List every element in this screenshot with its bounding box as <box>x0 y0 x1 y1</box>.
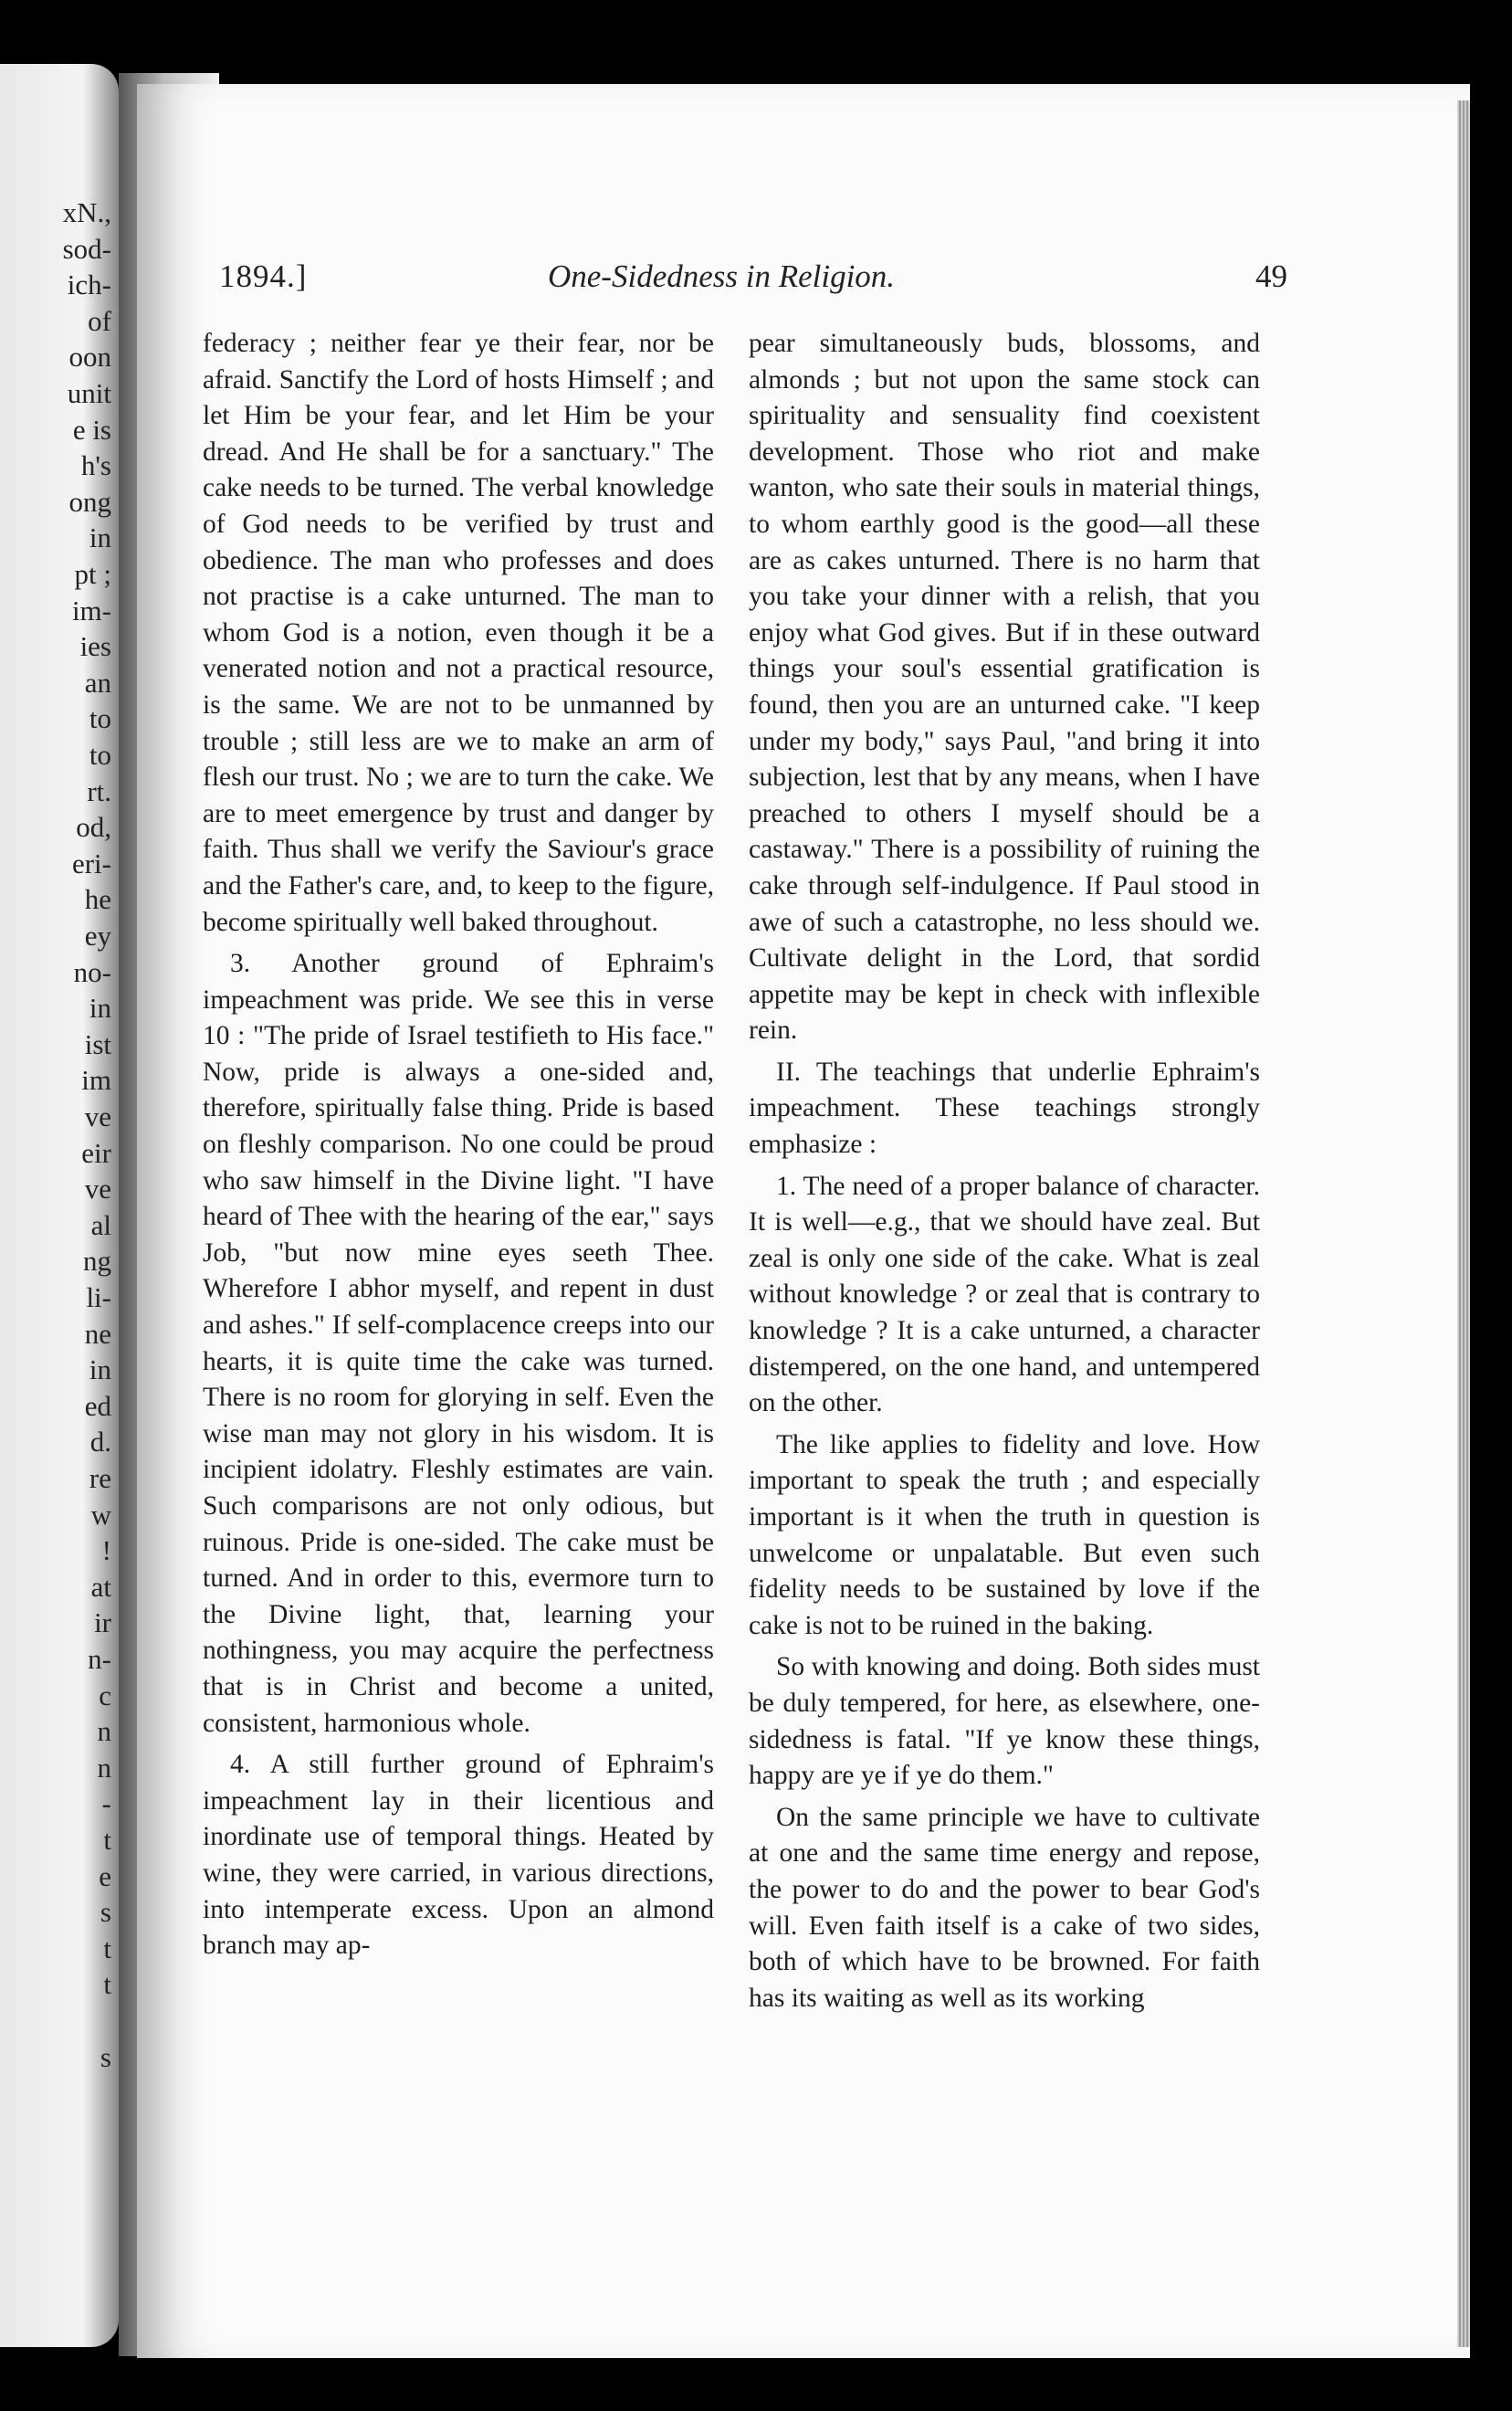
left-page-text-fragment: ir <box>94 1606 111 1639</box>
section-heading: II. The teachings that underlie Ephraim's impeachment. These teachings strongly emphasize : <box>749 1057 1260 1160</box>
left-page-text-fragment: he <box>84 883 111 916</box>
right-column <box>749 326 1260 2262</box>
left-page-text-fragment: eir <box>81 1136 111 1169</box>
paragraph: So with knowing and doing. Both sides must be duly tempered, for here, as elsewhere, one-sidedness is fatal. "If ye know these things, happy are ye if ye do them." <box>749 1652 1260 1791</box>
left-page-text-fragment: h's <box>80 449 111 482</box>
left-page-text-fragment: ve <box>84 1100 111 1132</box>
left-page-text-fragment: im- <box>71 594 111 626</box>
left-page-text-fragment: in <box>89 992 111 1025</box>
left-page-text-fragment: t <box>103 1968 111 2001</box>
left-page-text-fragment: li- <box>86 1281 111 1313</box>
paragraph: 3. Another ground of Ephraim's impeachment was pride. We see this in verse 10 : "The pride of Israel testifieth to His face." Now, pride is always a one-sided and, therefore, spiritually false thing. Pride is based on fleshly comparison. No one could be proud who saw himself in the Divine light. "I have heard of Thee with the hearing of the ear," says Job, "but now mine eyes seeth Thee. Wherefore I abhor myself, and repent in dust and ashes." If self-complacence creeps into our hearts, it is quite time the cake was turned. There is no room for glorying in self. Even the wise man may not glory in his wisdom. It is incipient idolatry. Fleshly estimates are vain. Such comparisons are not only odious, but ruinous. Pride is one-sided. The cake must be turned. And in order to this, evermore turn to the Divine light, that, learning your nothingness, you may acquire the perfectness that is in Christ and become a united, consistent, harmonious whole. <box>203 949 714 1738</box>
left-page-text-fragment: s <box>100 2040 111 2073</box>
left-page-text-fragment: ist <box>84 1027 111 1060</box>
left-page-text-fragment: re <box>89 1462 111 1494</box>
header-year: 1894.] <box>219 258 308 294</box>
left-page-text-fragment: ong <box>68 485 111 518</box>
left-page-text-fragment: sod- <box>62 232 111 265</box>
left-page-text-fragment: ed <box>84 1389 111 1422</box>
left-page-text-fragment: to <box>89 739 111 771</box>
left-page-text-fragment: c <box>99 1679 111 1711</box>
left-page-text-fragment: d. <box>89 1426 111 1458</box>
left-page-text-fragment: - <box>101 1787 111 1820</box>
paragraph: pear simultaneously buds, blossoms, and almonds ; but not upon the same stock can spirituality and sensuality find coexistent development. Those who riot and make wanton, who sate their souls in material things, to whom earthly good is the good—all these are as cakes unturned. There is no harm that you take your dinner with a relish, that you enjoy what God gives. But if in these outward things your soul's essential gratification is found, then you are an unturned cake. "I keep under my body," says Paul, "and bring it into subjection, lest that by any means, when I have preached to others I myself should be a castaway." There is a possibility of ruining the cake through self-indulgence. If Paul stood in awe of such a catastrophe, no less should we. Cultivate delight in the Lord, that sordid appetite may be kept in check with inflexible rein. <box>749 329 1260 1046</box>
left-page-text-fragment: od, <box>76 811 111 844</box>
left-page-text-fragment: e <box>99 1859 111 1892</box>
left-page-text-fragment: to <box>89 702 111 735</box>
paragraph: On the same principle we have to cultivate at one and the same time energy and repose, the power to do and the power to bear God's will. Even faith itself is a cake of two sides, both of which have to be browned. For faith has its waiting as well as its working <box>749 1802 1260 2013</box>
header-title: One-Sidedness in Religion. <box>548 258 896 294</box>
left-page-text-fragment: w <box>90 1498 111 1531</box>
left-page-text-fragment: eri- <box>71 847 111 879</box>
running-head <box>219 258 1287 304</box>
left-page-text-fragment: t <box>103 1932 111 1964</box>
left-page-text-fragment: n <box>97 1715 111 1748</box>
left-page-text-fragment: im <box>81 1064 111 1097</box>
left-page-text-fragment: an <box>84 666 111 699</box>
left-page-text-fragment: rt. <box>87 774 111 807</box>
left-page-text-fragment: in <box>89 1353 111 1386</box>
left-page-text-fragment: pt ; <box>74 558 111 590</box>
left-page-text-fragment: unit <box>67 377 111 409</box>
left-page-text-fragment: ng <box>83 1245 111 1278</box>
left-page-text-fragment: ey <box>84 920 111 952</box>
paragraph: federacy ; neither fear ye their fear, nor be afraid. Sanctify the Lord of hosts Himself ; and let Him be your fear, and let Him be your dread. And He shall be for a sanctuary." The cake needs to be turned. The verbal knowledge of God needs to be verified by trust and obedience. The man who professes and does not practise is a cake unturned. The man to whom God is a notion, even though it be a venerated notion and not a practical resource, is the same. We are not to be unmanned by trouble ; still less are we to make an arm of flesh our trust. No ; we are to turn the cake. We are to meet emergence by trust and danger by faith. Thus shall we verify the Saviour's grace and the Father's care, and, to keep to the figure, become spiritually well baked throughout. <box>203 329 714 937</box>
left-page-text-fragment: at <box>90 1570 111 1603</box>
paragraph: 4. A still further ground of Ephraim's impeachment lay in their licentious and inordinate use of temporal things. Heated by wine, they were carried, in various directions, into intemperate excess. Upon an almond branch may ap- <box>203 1750 714 1961</box>
left-page-text-fragment: oon <box>68 341 111 374</box>
left-page-text-fragment: s <box>100 1896 111 1929</box>
left-page-text-fragment: xN., <box>62 196 111 228</box>
left-page-text-fragment: e is <box>72 413 111 446</box>
left-page-fragment <box>0 64 119 2347</box>
page-number: 49 <box>1255 258 1287 294</box>
left-page-text-fragment: n- <box>88 1643 111 1675</box>
left-page-text-fragment: ich- <box>67 268 111 301</box>
left-page-text-fragment: no- <box>73 955 111 988</box>
left-page-text-fragment: ies <box>79 630 111 663</box>
left-column <box>203 326 714 2262</box>
paragraph: 1. The need of a proper balance of character. It is well—e.g., that we should have zeal. But zeal is only one side of the cake. What is zeal without knowledge ? or zeal that is contrary to knowledge ? It is a cake unturned, a character distempered, on the one hand, and untempered on the other. <box>749 1171 1260 1418</box>
left-page-text-fragment: in <box>89 521 111 554</box>
left-page-text-fragment: ve <box>84 1173 111 1206</box>
left-page-text-fragment: t <box>103 1824 111 1856</box>
left-page-text-fragment: of <box>88 304 111 337</box>
left-page-text-fragment: al <box>90 1208 111 1241</box>
paragraph: The like applies to fidelity and love. How important to speak the truth ; and especially important is it when the truth in question is unwelcome or unpalatable. But even such fidelity needs to be sustained by love if the cake is not to be ruined in the baking. <box>749 1429 1260 1640</box>
left-page-text-fragment: ! <box>101 1534 111 1567</box>
page-edge <box>1457 100 1470 2347</box>
left-page-text-fragment: ne <box>84 1317 111 1350</box>
left-page-text-fragment: n <box>97 1751 111 1784</box>
